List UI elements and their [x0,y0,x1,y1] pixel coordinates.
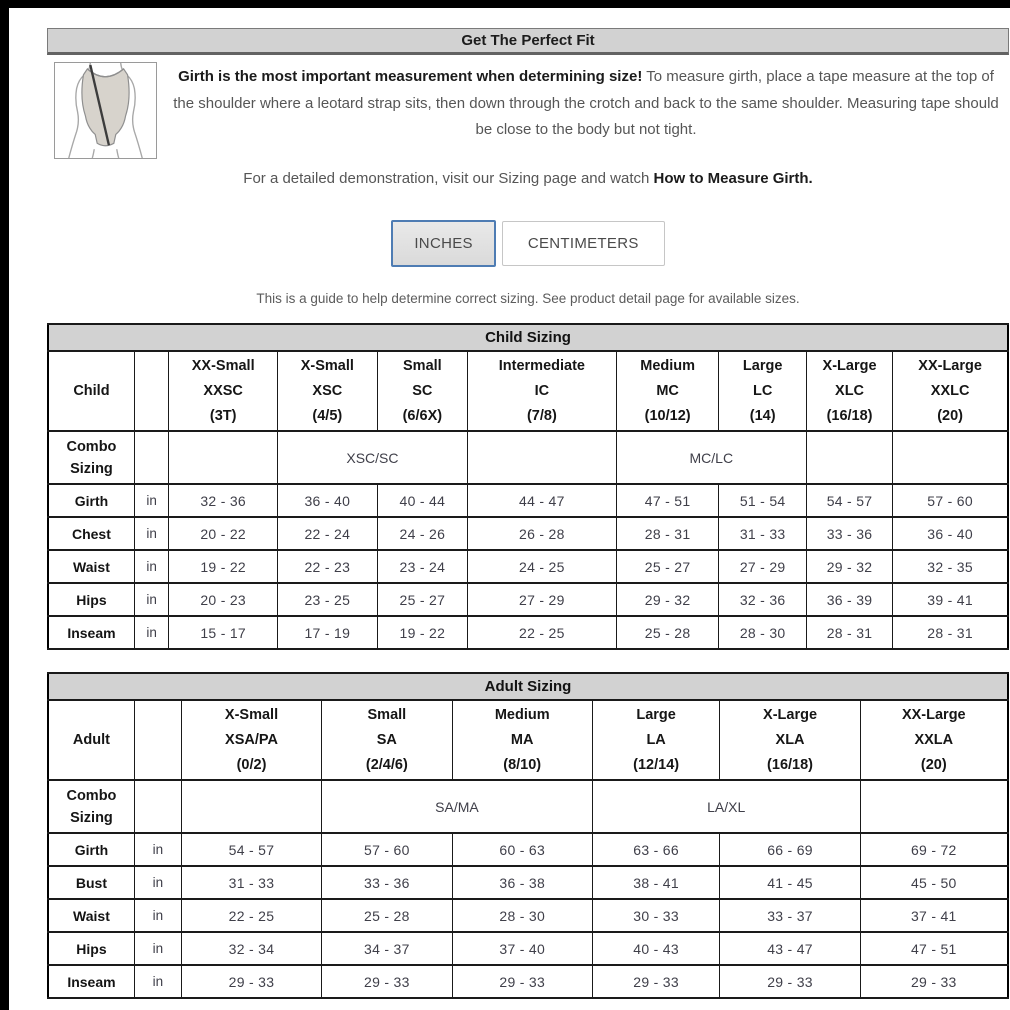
size-value-cell: 40 - 44 [377,484,467,517]
measurement-label: Inseam [48,965,134,998]
combo-group-cell [181,780,321,833]
column-code: XXLC [930,382,970,399]
size-value-cell: 15 - 17 [169,616,277,649]
size-value-cell: 33 - 36 [806,517,892,550]
unit-cell: in [134,484,169,517]
column-name: Intermediate [498,357,585,374]
size-value-cell: 28 - 30 [452,899,592,932]
measurement-label: Chest [48,517,134,550]
unit-cell: in [134,932,181,965]
column-header [592,700,720,780]
column-sizes: (20) [920,756,947,773]
column-sizes: (20) [937,407,964,424]
size-value-cell: 20 - 22 [169,517,277,550]
size-value-cell: 28 - 31 [616,517,719,550]
measurement-row [48,484,1008,517]
size-value-cell: 30 - 33 [592,899,720,932]
column-sizes: (16/18) [767,756,813,773]
size-value-cell: 29 - 33 [452,965,592,998]
size-value-cell: 41 - 45 [720,866,860,899]
size-value-cell: 51 - 54 [719,484,806,517]
size-value-cell: 19 - 22 [377,616,467,649]
table-title: Adult Sizing [48,673,1008,700]
combo-group-cell [467,431,616,484]
size-value-cell: 43 - 47 [720,932,860,965]
column-name: Large [636,706,676,723]
column-sizes: (2/4/6) [365,756,408,773]
size-value-cell: 26 - 28 [467,517,616,550]
combo-group-cell [169,431,277,484]
size-value-cell: 36 - 40 [277,484,377,517]
size-value-cell: 32 - 36 [169,484,277,517]
size-value-cell: 37 - 40 [452,932,592,965]
adult-sizing-table [47,672,1009,999]
size-value-cell: 45 - 50 [860,866,1008,899]
column-code: MC [656,382,679,399]
column-name: XX-Small [191,357,255,374]
unit-cell [134,780,181,833]
measurement-row [48,833,1008,866]
intro-section [47,62,1009,159]
column-header [169,351,277,431]
size-value-cell: 25 - 27 [616,550,719,583]
size-value-cell: 29 - 33 [592,965,720,998]
column-sizes: (8/10) [503,756,542,773]
size-value-cell: 28 - 31 [806,616,892,649]
size-value-cell: 69 - 72 [860,833,1008,866]
girth-instructions-body: To measure girth, place a tape measure at the top of the shoulder where a leotard strap sits, then down through the crotch and back to the same shoulder. Measuring tape should be close to the body but not tight. [173,68,999,138]
size-value-cell: 23 - 24 [377,550,467,583]
size-value-cell: 33 - 36 [322,866,453,899]
leotard-girth-diagram-icon [54,62,157,159]
size-value-cell: 34 - 37 [322,932,453,965]
measurement-label: Inseam [48,616,134,649]
size-value-cell: 40 - 43 [592,932,720,965]
unit-cell: in [134,616,169,649]
size-value-cell: 47 - 51 [616,484,719,517]
size-value-cell: 54 - 57 [181,833,321,866]
size-value-cell: 25 - 28 [322,899,453,932]
size-value-cell: 60 - 63 [452,833,592,866]
girth-instructions [157,62,1009,159]
size-value-cell: 29 - 32 [616,583,719,616]
size-value-cell: 32 - 35 [893,550,1008,583]
size-value-cell: 29 - 33 [181,965,321,998]
combo-group-cell: XSC/SC [277,431,467,484]
unit-cell: in [134,965,181,998]
column-code: IC [534,382,550,399]
size-value-cell: 66 - 69 [720,833,860,866]
size-value-cell: 36 - 39 [806,583,892,616]
column-code: MA [510,731,534,748]
size-value-cell: 29 - 33 [720,965,860,998]
column-name: X-Large [763,706,818,723]
size-value-cell: 29 - 33 [322,965,453,998]
measurement-row [48,550,1008,583]
demo-line-bold: How to Measure Girth. [653,170,813,187]
measurement-label: Waist [48,899,134,932]
column-name: XX-Large [918,357,982,374]
size-value-cell: 36 - 38 [452,866,592,899]
unit-cell: in [134,866,181,899]
girth-instructions-bold: Girth is the most important measurement when determining size! [178,68,643,85]
size-value-cell: 32 - 36 [719,583,806,616]
combo-group-cell: SA/MA [322,780,593,833]
size-value-cell: 37 - 41 [860,899,1008,932]
column-sizes: (3T) [209,407,237,424]
column-header [616,351,719,431]
size-value-cell: 63 - 66 [592,833,720,866]
size-value-cell: 29 - 33 [860,965,1008,998]
column-name: Small [403,357,442,374]
measurement-row [48,965,1008,998]
unit-header-cell [134,351,169,431]
column-name: X-Large [822,357,877,374]
column-header [452,700,592,780]
size-value-cell: 47 - 51 [860,932,1008,965]
column-header [720,700,860,780]
column-header [719,351,806,431]
measurement-label: Bust [48,866,134,899]
measurement-row [48,866,1008,899]
column-code: LA [646,731,666,748]
combo-sizing-label: Combo Sizing [48,780,134,833]
size-value-cell: 28 - 31 [893,616,1008,649]
size-group-label: Adult [48,700,134,780]
combo-group-cell [860,780,1008,833]
combo-group-cell: LA/XL [592,780,860,833]
size-value-cell: 22 - 25 [181,899,321,932]
unit-cell: in [134,517,169,550]
size-value-cell: 39 - 41 [893,583,1008,616]
size-value-cell: 22 - 23 [277,550,377,583]
size-guide-page [47,28,1009,999]
measurement-row [48,517,1008,550]
combo-group-cell [893,431,1008,484]
combo-group-cell [806,431,892,484]
size-value-cell: 22 - 24 [277,517,377,550]
column-header [181,700,321,780]
size-value-cell: 44 - 47 [467,484,616,517]
measurement-label: Girth [48,833,134,866]
column-header [467,351,616,431]
size-value-cell: 31 - 33 [181,866,321,899]
column-sizes: (16/18) [826,407,873,424]
column-sizes: (10/12) [644,407,691,424]
column-code: LC [752,382,773,399]
measurement-row [48,583,1008,616]
size-value-cell: 27 - 29 [719,550,806,583]
column-header [860,700,1008,780]
column-header [893,351,1008,431]
column-code: XLC [835,382,865,399]
column-code: XXLA [914,731,954,748]
column-header [322,700,453,780]
column-header [806,351,892,431]
size-value-cell: 22 - 25 [467,616,616,649]
column-code: SC [412,382,433,399]
size-value-cell: 27 - 29 [467,583,616,616]
measurement-label: Waist [48,550,134,583]
sizing-guide-note: This is a guide to help determine correct sizing. See product detail page for available sizes. [256,291,800,306]
measurement-row [48,899,1008,932]
column-header [277,351,377,431]
combo-sizing-label: Combo Sizing [48,431,134,484]
size-value-cell: 19 - 22 [169,550,277,583]
column-name: Small [367,706,407,723]
unit-header-cell [134,700,181,780]
page-title: Get The Perfect Fit [47,28,1009,55]
column-sizes: (0/2) [236,756,267,773]
measurement-label: Hips [48,932,134,965]
column-sizes: (12/14) [633,756,680,773]
size-value-cell: 28 - 30 [719,616,806,649]
column-code: XXSC [203,382,243,399]
column-code: XSA/PA [225,731,278,748]
size-value-cell: 24 - 26 [377,517,467,550]
unit-cell: in [134,583,169,616]
measurement-row [48,932,1008,965]
column-name: X-Small [224,706,279,723]
column-sizes: (7/8) [526,407,557,424]
size-value-cell: 24 - 25 [467,550,616,583]
column-code: SA [376,731,397,748]
size-value-cell: 31 - 33 [719,517,806,550]
column-name: Medium [494,706,550,723]
demo-line-text: For a detailed demonstration, visit our Sizing page and watch [243,170,654,187]
unit-cell: in [134,899,181,932]
unit-cell [134,431,169,484]
table-title: Child Sizing [48,324,1008,351]
inches-button[interactable]: INCHES [391,220,495,267]
unit-cell: in [134,550,169,583]
column-name: Large [742,357,783,374]
size-value-cell: 32 - 34 [181,932,321,965]
size-value-cell: 20 - 23 [169,583,277,616]
measurement-label: Hips [48,583,134,616]
size-value-cell: 54 - 57 [806,484,892,517]
size-value-cell: 57 - 60 [322,833,453,866]
child-sizing-table [47,323,1009,650]
size-value-cell: 33 - 37 [720,899,860,932]
size-value-cell: 57 - 60 [893,484,1008,517]
column-name: Medium [640,357,696,374]
size-value-cell: 29 - 32 [806,550,892,583]
unit-toggle [47,220,1009,267]
column-name: X-Small [300,357,354,374]
combo-group-cell: MC/LC [616,431,806,484]
size-value-cell: 25 - 27 [377,583,467,616]
measurement-label: Girth [48,484,134,517]
unit-cell: in [134,833,181,866]
column-name: XX-Large [901,706,966,723]
size-value-cell: 38 - 41 [592,866,720,899]
size-value-cell: 17 - 19 [277,616,377,649]
column-code: XLA [775,731,805,748]
column-sizes: (4/5) [312,407,343,424]
centimeters-button[interactable]: CENTIMETERS [502,221,665,266]
size-value-cell: 23 - 25 [277,583,377,616]
column-sizes: (14) [749,407,776,424]
size-value-cell: 25 - 28 [616,616,719,649]
size-value-cell: 36 - 40 [893,517,1008,550]
column-code: XSC [312,382,343,399]
demo-line [47,170,1009,187]
column-sizes: (6/6X) [402,407,443,424]
size-group-label: Child [48,351,134,431]
measurement-row [48,616,1008,649]
column-header [377,351,467,431]
